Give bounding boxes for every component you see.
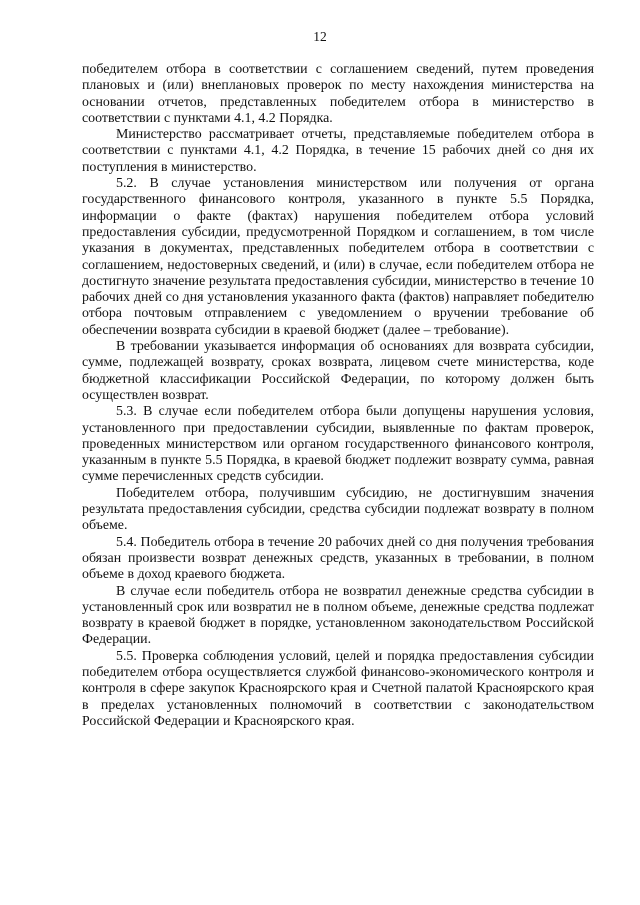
- paragraph-requirement-info: В требовании указывается информация об основаниях для возврата субсидии, сумме, подлежащей возврату, сроках возврата, лицевом счете министерства, коде бюджетной классификации Российской Федерации, по которому должен быть осуществлен возврат.: [82, 339, 594, 403]
- paragraph-non-return: В случае если победитель отбора не возвратил денежные средства субсидии в установленный срок или возвратил не в полном объеме, денежные средства подлежат возврату в краевой бюджет в порядке, установленном законодательством Российской Федерации.: [82, 583, 594, 648]
- paragraph-continuation: победителем отбора в соответствии с соглашением сведений, путем проведения плановых и (или) внеплановых проверок по месту нахождения министерства на основании отчетов, представленных победителем отбора в министерство в соответствии с пунктами 4.1, 4.2 Порядка.: [82, 62, 594, 126]
- paragraph-5-4: 5.4. Победитель отбора в течение 20 рабочих дней со дня получения требования обязан произвести возврат денежных средств, указанных в требовании, в полном объеме в доход краевого бюджета.: [82, 534, 594, 583]
- page-number: 12: [313, 29, 327, 44]
- document-body: [82, 62, 594, 730]
- paragraph-5-5: 5.5. Проверка соблюдения условий, целей и порядка предоставления субсидии победителем отбора осуществляется службой финансово-экономического контроля и контроля в сфере закупок Красноярского края и Счетной палатой Красноярского края в пределах установленных полномочий в соответствии с законодательством Российской Федерации и Красноярского края.: [82, 648, 594, 729]
- paragraph-5-2: 5.2. В случае установления министерством или получения от органа государственного финансового контроля, указанного в пункте 5.5 Порядка, информации о факте (фактах) нарушения победителем отбора условий предоставления субсидии, предусмотренной Порядком и соглашением, в том числе указания в документах, представленных победителем отбора в соответствии с соглашением, недостоверных сведений, и (или) в случае, если победителем отбора не достигнуто значение результата предоставления субсидии, министерство в течение 10 рабочих дней со дня установления указанного факта (фактов) направляет победителю отбора почтовым отправлением с уведомлением о вручении требование об обеспечении возврата субсидии в краевой бюджет (далее – требование).: [82, 176, 594, 338]
- paragraph-5-3: 5.3. В случае если победителем отбора были допущены нарушения условия, установленного при предоставлении субсидии, выявленные по фактам проверок, проведенных министерством или органом государственного финансового контроля, указанным в пункте 5.5 Порядка, в краевой бюджет подлежит возврату сумма, равная сумме перечисленных средств субсидии.: [82, 404, 594, 485]
- paragraph-full-return: Победителем отбора, получившим субсидию, не достигнувшим значения результата предоставления субсидии, средства субсидии подлежат возврату в полном объеме.: [82, 485, 594, 534]
- paragraph-reports-review: Министерство рассматривает отчеты, представляемые победителем отбора в соответствии с пунктами 4.1, 4.2 Порядка, в течение 15 рабочих дней со дня их поступления в министерство.: [82, 127, 594, 175]
